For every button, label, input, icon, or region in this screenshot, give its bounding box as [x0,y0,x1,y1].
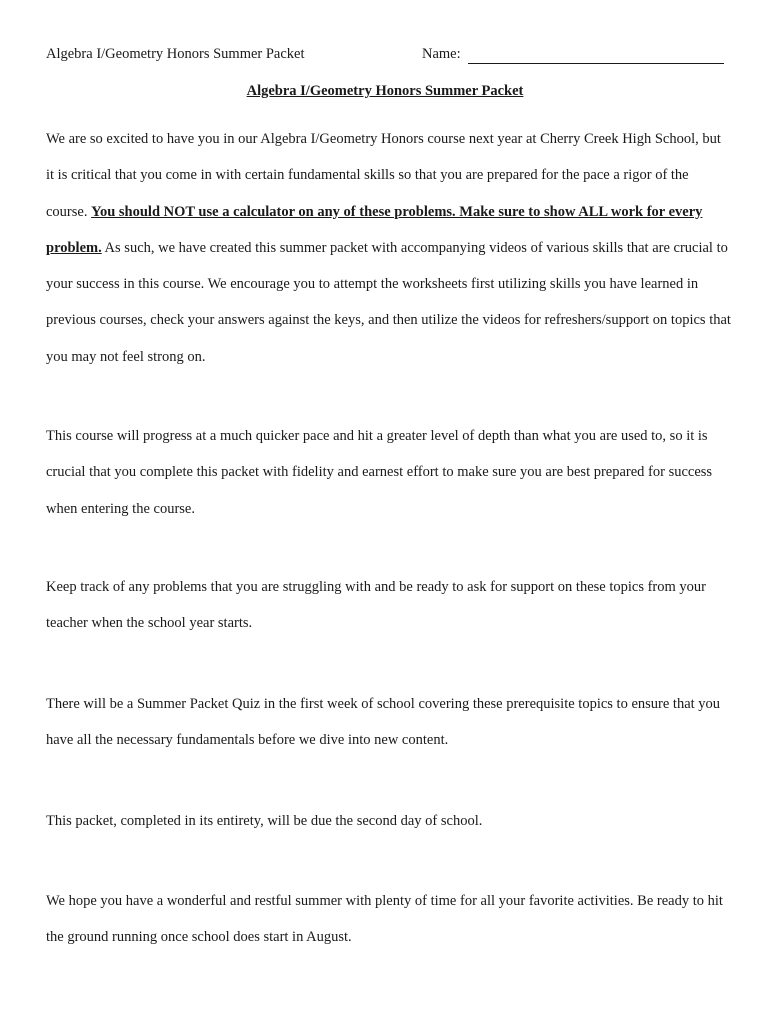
intro-text-start: We are so excited to have you in our Algebra I/Geometry Honors course next year at Cherry Creek High School, but it is critical that you come in with certain fundamental skills so that you are prepared for the pace a rigor of the course. [46,131,721,220]
document-title: Algebra I/Geometry Honors Summer Packet [246,83,524,99]
closing-paragraph: We hope you have a wonderful and restful summer with plenty of time for all your favorite activities. Be ready to hit the ground running once school does start in August. [46,893,723,946]
header-course-title: Algebra I/Geometry Honors Summer Packet [46,46,305,62]
intro-text-end: As such, we have created this summer packet with accompanying videos of various skills that are crucial to your success in this course. We encourage you to attempt the worksheets first utilizing skills you have learned in previous courses, check your answers against the keys, and then utilize the videos for refreshers/support on topics that you may not feel strong on. [46,239,731,365]
calculator-instruction: You should NOT use a calculator on any of these problems. Make sure to show ALL work for every problem. [46,203,703,256]
support-paragraph: Keep track of any problems that you are struggling with and be ready to ask for support on these topics from your teacher when the school year starts. [46,579,706,632]
page-header [46,46,726,68]
name-label: Name: [422,46,461,62]
pace-paragraph: This course will progress at a much quicker pace and hit a greater level of depth than what you are used to, so it is crucial that you complete this packet with fidelity and earnest effort to make sure you are best prepared for success when entering the course. [46,428,713,517]
name-blank-line [468,63,724,64]
intro-paragraph [46,121,732,375]
quiz-paragraph: There will be a Summer Packet Quiz in the first week of school covering these prerequisite topics to ensure that you have all the necessary fundamentals before we dive into new content. [46,696,721,749]
due-date-paragraph: This packet, completed in its entirety, will be due the second day of school. [46,813,483,829]
